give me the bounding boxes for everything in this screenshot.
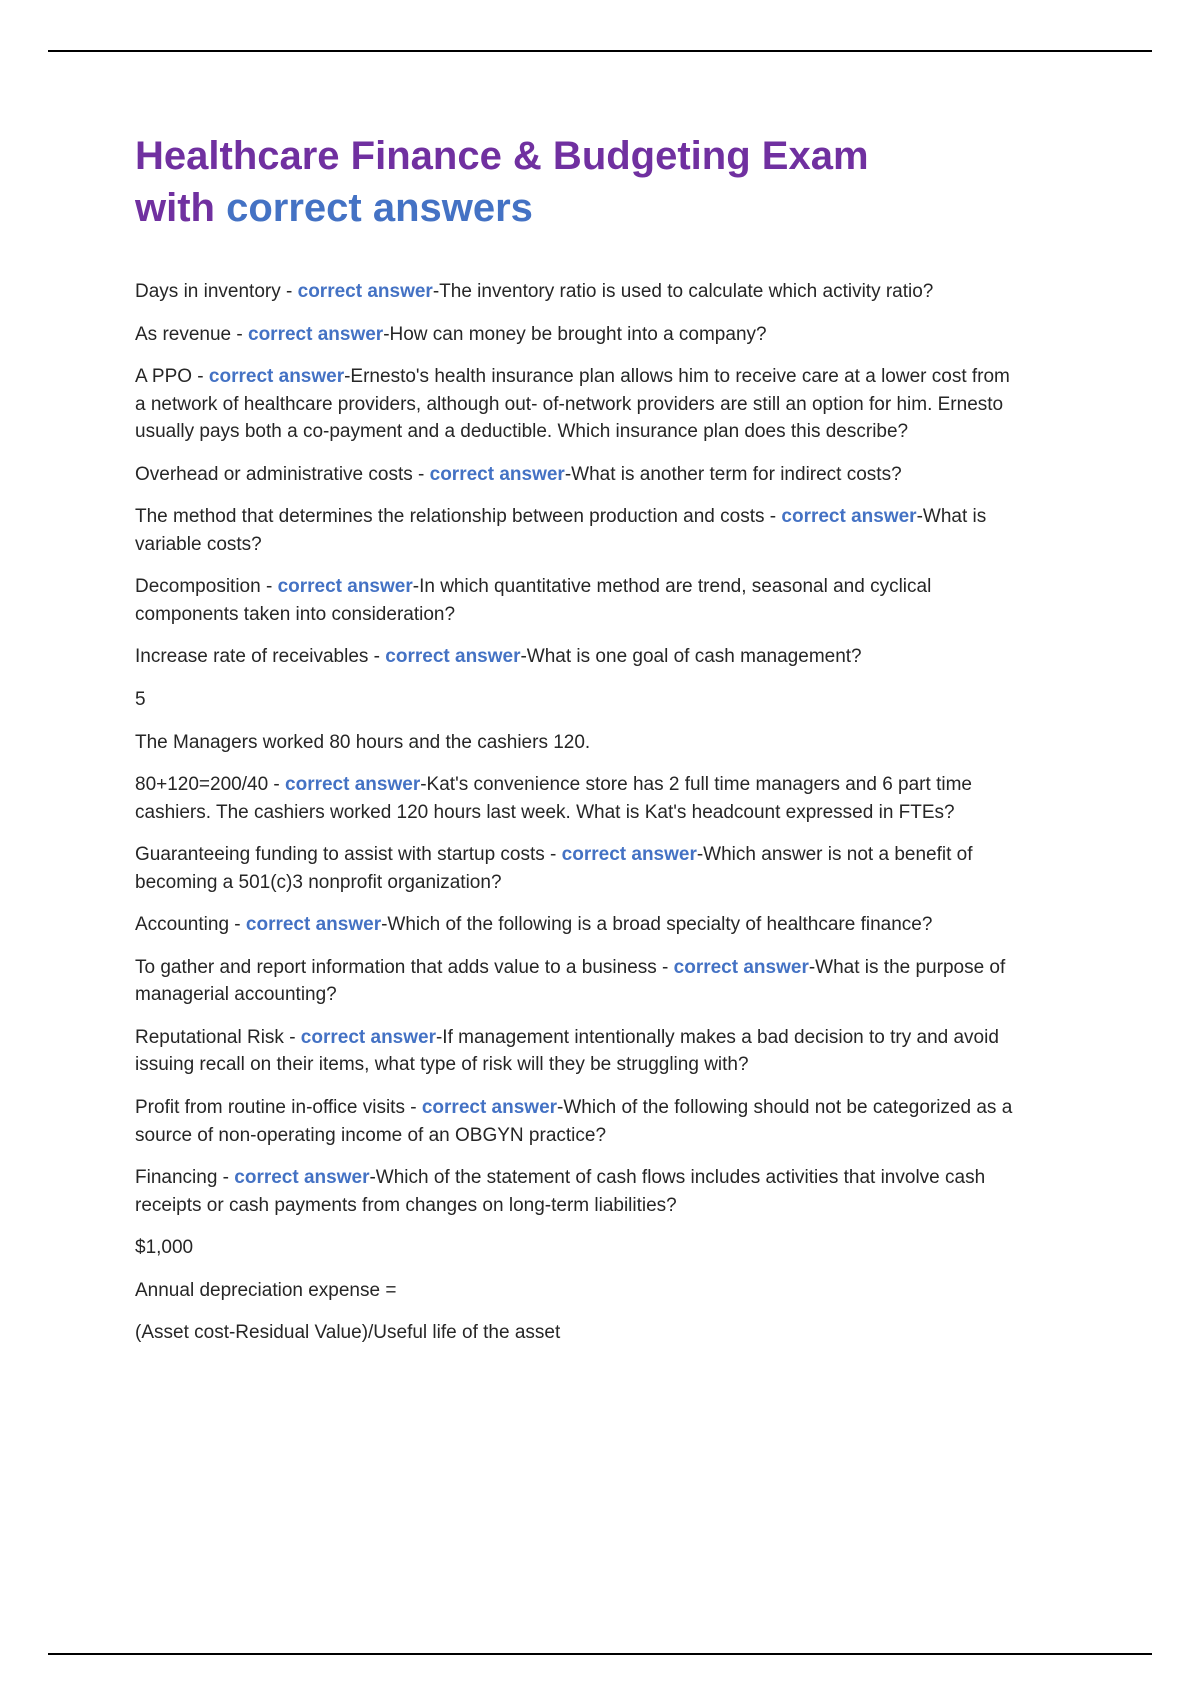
body-text: (Asset cost-Residual Value)/Useful life of the asset <box>135 1322 561 1344</box>
body-text: As revenue - <box>135 323 248 345</box>
qa-paragraph <box>135 503 1015 558</box>
page-title <box>135 130 1015 234</box>
body-text: -How can money be brought into a company? <box>383 323 767 345</box>
correct-answer-label: correct answer <box>429 463 565 485</box>
correct-answer-label: correct answer <box>234 1167 370 1189</box>
correct-answer-label: correct answer <box>245 914 382 936</box>
body-text: -Ernesto's health insurance plan allows him to receive care at a lower cost from a network of healthcare providers, although out- of-network providers are still an option for him. Ernesto usually pays both a co-payment and a deductible. Which insurance plan does this describe? <box>135 366 1010 443</box>
correct-answer-label: correct answer <box>248 323 384 345</box>
qa-paragraph <box>135 1024 1015 1079</box>
qa-paragraph <box>135 1234 1015 1262</box>
correct-answer-label: correct answer <box>277 576 413 598</box>
qa-paragraph <box>135 686 1015 714</box>
body-text: -Which of the statement of cash flows includes activities that involve cash receipts or cash payments from changes on long-term liabilities? <box>135 1167 986 1216</box>
qa-paragraph <box>135 729 1015 757</box>
qa-paragraph <box>135 1164 1015 1219</box>
title-text: with <box>135 186 227 230</box>
qa-paragraph <box>135 1094 1015 1149</box>
bottom-border-rule <box>48 1653 1152 1655</box>
qa-paragraph <box>135 771 1015 826</box>
title-text: Healthcare Finance & Budgeting Exam <box>135 134 869 178</box>
body-text: The method that determines the relationship between production and costs - <box>135 506 782 528</box>
body-text: Overhead or administrative costs - <box>135 463 430 485</box>
correct-answer-label: correct answer <box>561 844 697 866</box>
qa-paragraph <box>135 461 1015 489</box>
body-text: -In which quantitative method are trend, seasonal and cyclical components taken into consideration? <box>135 576 932 625</box>
body-text: 80+120=200/40 - <box>135 774 286 796</box>
body-text: 5 <box>135 689 146 711</box>
body-text: -Kat's convenience store has 2 full time managers and 6 part time cashiers. The cashiers worked 120 hours last week. What is Kat's headcount expressed in FTEs? <box>135 774 972 823</box>
body-text: -What is the purpose of managerial accounting? <box>135 956 1006 1006</box>
body-text: The Managers worked 80 hours and the cashiers 120. <box>135 731 591 753</box>
qa-paragraph <box>135 954 1015 1009</box>
document-page <box>135 130 1015 1362</box>
body-text: -What is another term for indirect costs? <box>564 463 902 485</box>
body-text: $1,000 <box>135 1237 194 1259</box>
qa-paragraph <box>135 363 1015 446</box>
body-text: Decomposition - <box>135 576 278 598</box>
top-border-rule <box>48 50 1152 52</box>
title-highlight-text: correct answers <box>226 186 533 230</box>
qa-paragraph <box>135 911 1015 939</box>
document-body <box>135 278 1015 1347</box>
body-text: Reputational Risk - <box>135 1026 301 1048</box>
qa-paragraph <box>135 573 1015 628</box>
qa-paragraph <box>135 643 1015 671</box>
body-text: A PPO - <box>135 366 209 388</box>
body-text: -If management intentionally makes a bad decision to try and avoid issuing recall on their items, what type of risk will they be struggling with? <box>135 1026 999 1076</box>
correct-answer-label: correct answer <box>385 646 521 668</box>
correct-answer-label: correct answer <box>297 281 433 302</box>
correct-answer-label: correct answer <box>781 506 917 528</box>
qa-paragraph <box>135 841 1015 896</box>
correct-answer-label: correct answer <box>673 956 809 978</box>
correct-answer-label: correct answer <box>421 1097 558 1119</box>
body-text: Increase rate of receivables - <box>135 646 386 668</box>
body-text: Guaranteeing funding to assist with startup costs - <box>135 844 562 866</box>
title-line <box>135 182 1015 234</box>
body-text: Profit from routine in-office visits - <box>135 1097 422 1119</box>
qa-paragraph <box>135 278 1015 306</box>
qa-paragraph <box>135 1277 1015 1305</box>
body-text: Days in inventory - <box>135 281 298 302</box>
body-text: -Which answer is not a benefit of becoming a 501(c)3 nonprofit organization? <box>135 844 973 893</box>
body-text: Accounting - <box>135 914 246 936</box>
body-text: -What is one goal of cash management? <box>520 646 862 668</box>
title-line <box>135 130 1015 182</box>
body-text: -The inventory ratio is used to calculate which activity ratio? <box>432 281 934 302</box>
correct-answer-label: correct answer <box>208 366 345 388</box>
body-text: -Which of the following is a broad specialty of healthcare finance? <box>381 914 933 936</box>
qa-paragraph <box>135 321 1015 349</box>
body-text: -What is variable costs? <box>135 506 987 555</box>
correct-answer-label: correct answer <box>300 1026 436 1048</box>
body-text: To gather and report information that adds value to a business - <box>135 956 674 978</box>
body-text: -Which of the following should not be categorized as a source of non-operating income of an OBGYN practice? <box>135 1097 1013 1146</box>
correct-answer-label: correct answer <box>285 774 421 796</box>
qa-paragraph <box>135 1319 1015 1347</box>
body-text: Financing - <box>135 1167 235 1189</box>
body-text: Annual depreciation expense = <box>135 1279 397 1301</box>
